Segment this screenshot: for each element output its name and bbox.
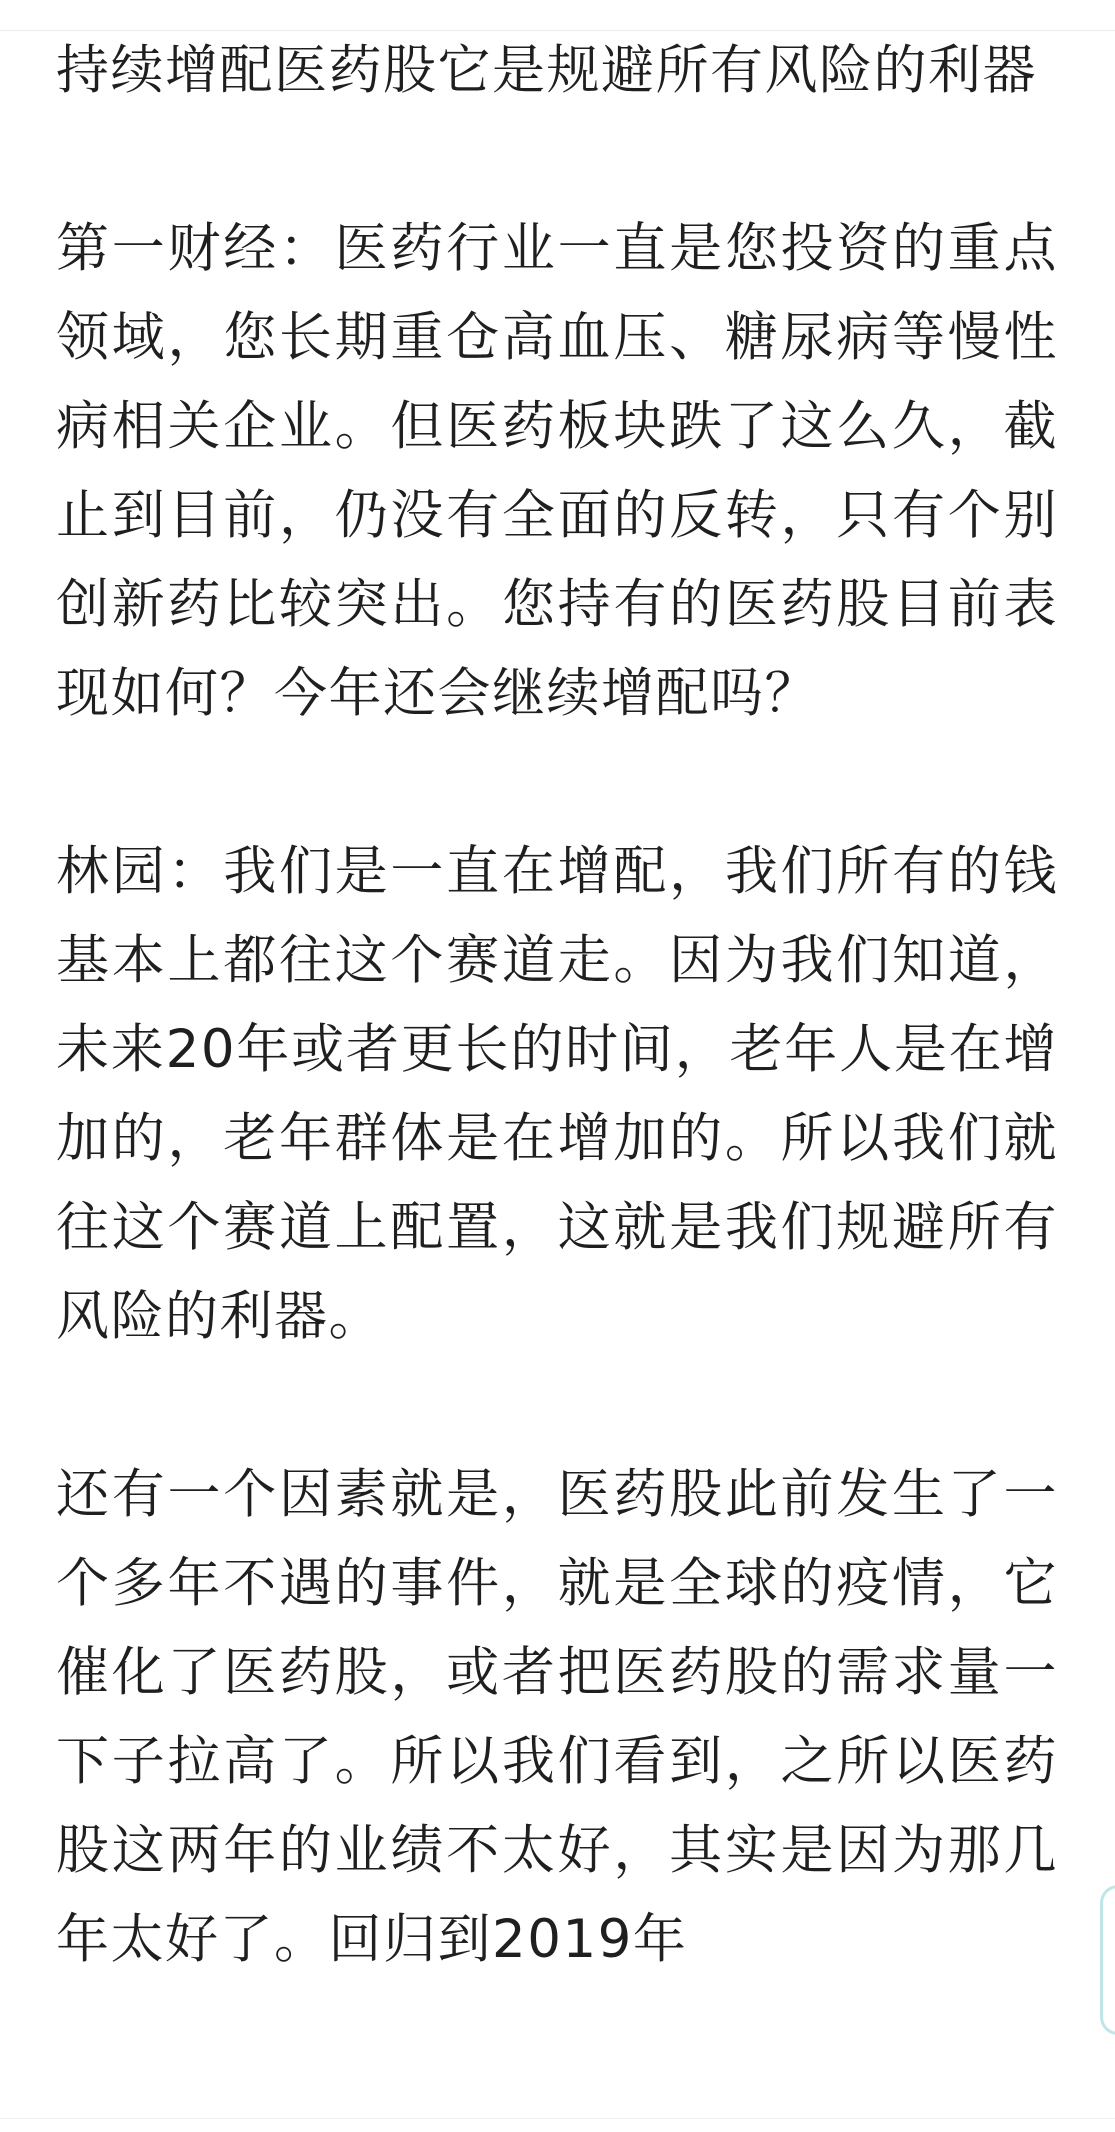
floating-side-handle[interactable] <box>1100 1885 1115 2035</box>
question-paragraph: 第一财经：医药行业一直是您投资的重点领域，您长期重仓高血压、糖尿病等慢性病相关企业。但医药板块跌了这么久，截止到目前，仍没有全面的反转，只有个别创新药比较突出。您持有的医药股目前表现如何？今年还会继续增配吗？ <box>56 218 1058 724</box>
continuation-paragraph: 还有一个因素就是，医药股此前发生了一个多年不遇的事件，就是全球的疫情，它催化了医药股，或者把医药股的需求量一下子拉高了。所以我们看到，之所以医药股这两年的业绩不太好，其实是因为那几年太好了。回归到2019年 <box>56 1464 1058 1970</box>
bottom-edge <box>0 2118 1115 2132</box>
article-heading: 持续增配医药股它是规避所有风险的利器 <box>56 40 1037 101</box>
answer-paragraph: 林园：我们是一直在增配，我们所有的钱基本上都往这个赛道走。因为我们知道，未来20年或者更长的时间，老年人是在增加的，老年群体是在增加的。所以我们就往这个赛道上配置，这就是我们规避所有风险的利器。 <box>56 841 1058 1347</box>
article-body <box>56 26 1058 1984</box>
